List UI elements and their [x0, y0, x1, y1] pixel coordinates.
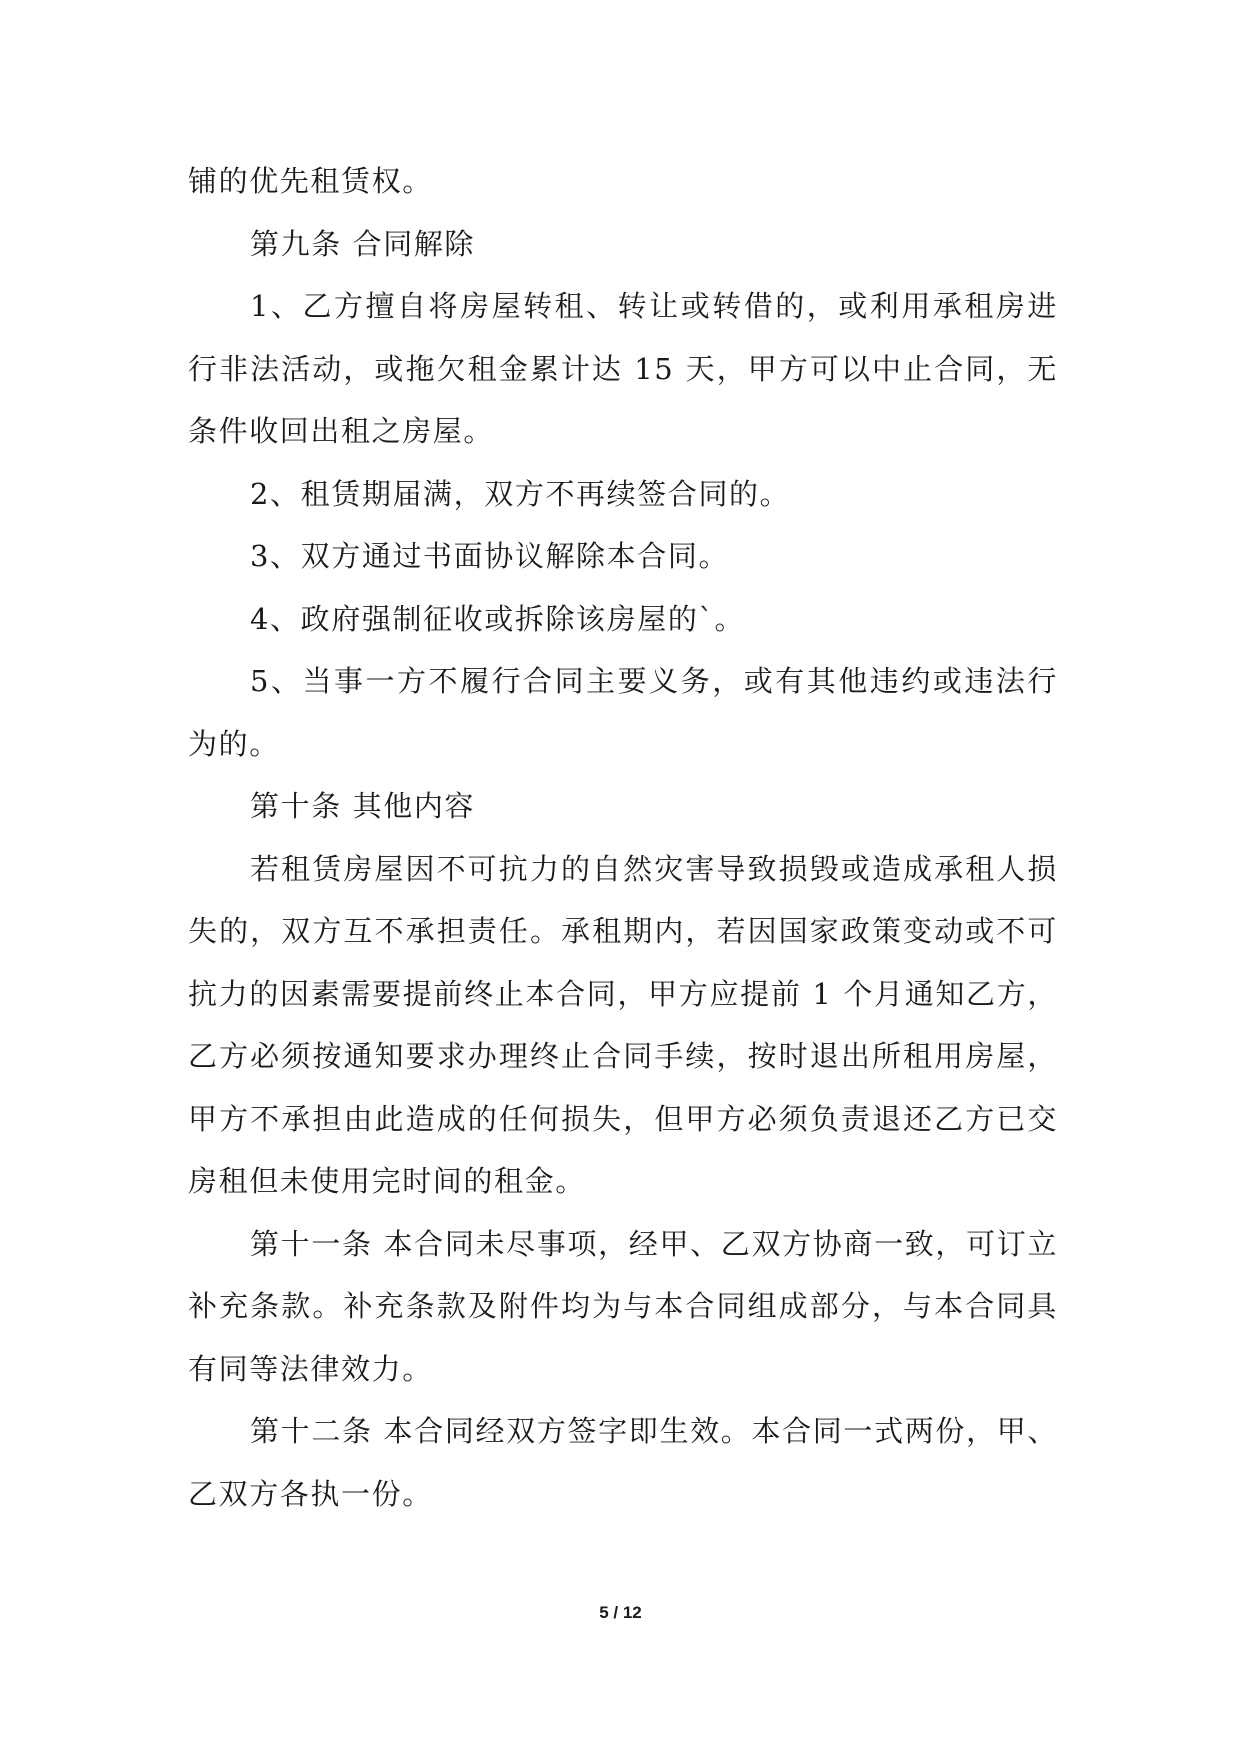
- clause-9-2: 2、租赁期届满，双方不再续签合同的。: [250, 476, 791, 511]
- page-number: 5 / 12: [599, 1603, 642, 1622]
- paragraph-continuation: 铺的优先租赁权。: [188, 164, 433, 198]
- article-12: 第十二条 本合同经双方签字即生效。本合同一式两份，甲、乙双方各执一份。: [188, 1414, 1058, 1511]
- clause-9-1: 1、乙方擅自将房屋转租、转让或转借的，或利用承租房进行非法活动，或拖欠租金累计达 15 天，甲方可以中止合同，无条件收回出租之房屋。: [188, 289, 1058, 448]
- clause-9-4: 4、政府强制征收或拆除该房屋的`。: [250, 601, 746, 636]
- clause-9-3: 3、双方通过书面协议解除本合同。: [250, 539, 730, 573]
- heading-article-10: 第十条 其他内容: [250, 789, 476, 823]
- document-body: [188, 150, 1058, 1525]
- article-10-body: 若租赁房屋因不可抗力的自然灾害导致损毁或造成承租人损失的，双方互不承担责任。承租期内，若因国家政策变动或不可抗力的因素需要提前终止本合同，甲方应提前 1 个月通知乙方，乙方必须按通知要求办理终止合同手续，按时退出所租用房屋，甲方不承担由此造成的任何损失，但甲方必须负责退还乙方已交房租但未使用完时间的租金。: [188, 851, 1058, 1198]
- heading-article-9: 第九条 合同解除: [250, 226, 476, 261]
- clause-9-5: 5、当事一方不履行合同主要义务，或有其他违约或违法行为的。: [188, 664, 1058, 761]
- article-11: 第十一条 本合同未尽事项，经甲、乙双方协商一致，可订立补充条款。补充条款及附件均为与本合同组成部分，与本合同具有同等法律效力。: [188, 1226, 1058, 1386]
